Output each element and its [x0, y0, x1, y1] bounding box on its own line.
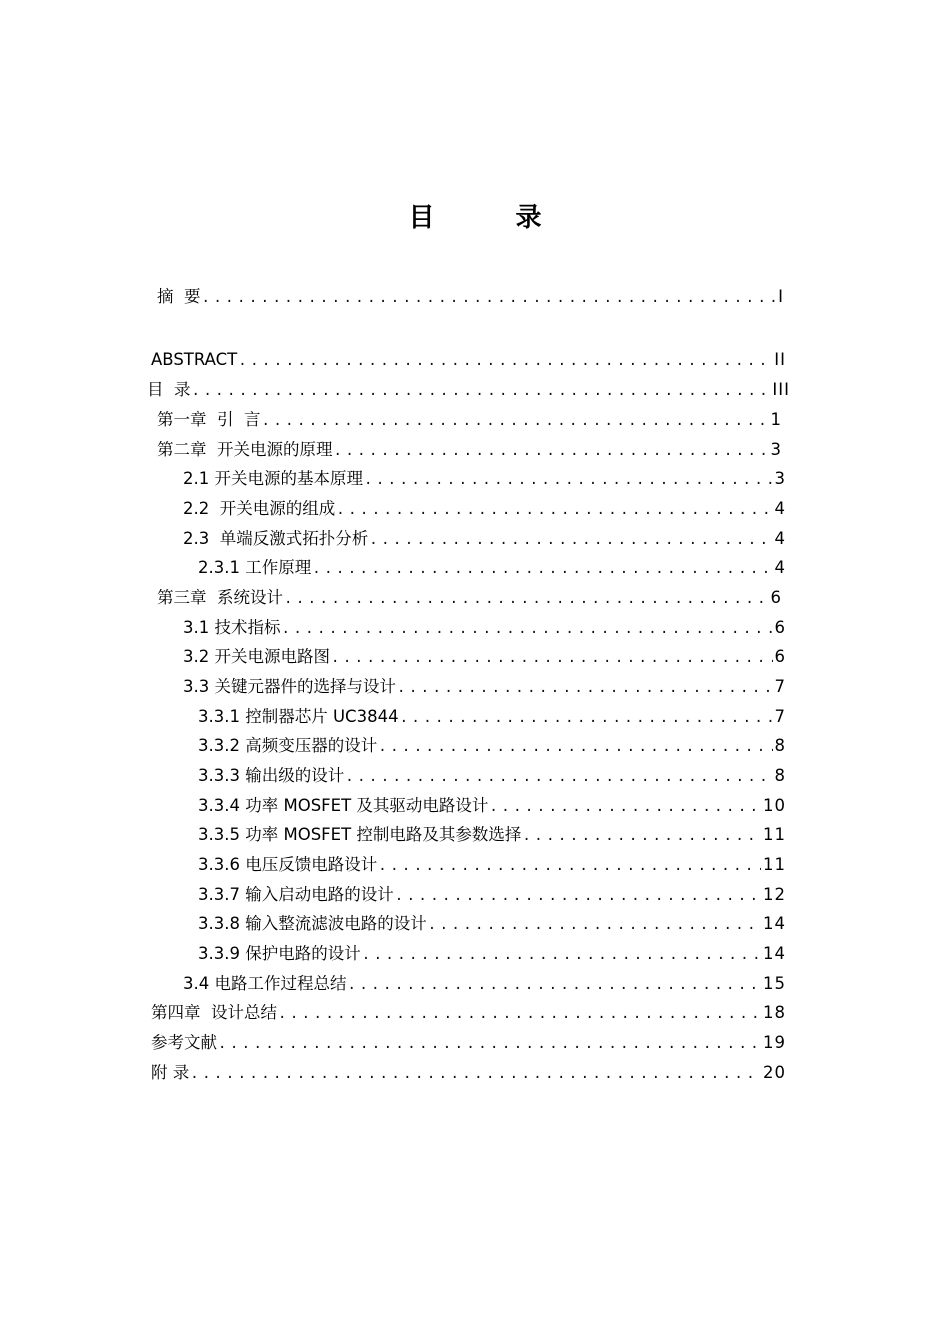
toc-entry-label: 3.3.5 功率 MOSFET 控制电路及其参数选择: [198, 825, 522, 844]
toc-entry-3-2[interactable]: [183, 645, 786, 669]
toc-entry-page: 14: [763, 914, 786, 933]
toc-entry-label: 3.3 关键元器件的选择与设计: [183, 677, 396, 696]
dot-leader: [362, 943, 761, 967]
dot-leader: [261, 409, 768, 433]
toc-entry-3-3-1[interactable]: [198, 705, 786, 729]
toc-entry-label: 3.3.4 功率 MOSFET 及其驱动电路设计: [198, 796, 489, 815]
toc-entry-page: 11: [763, 855, 786, 874]
dot-leader: [522, 824, 761, 848]
toc-entry-page: 12: [763, 885, 786, 904]
toc-entry-2-1[interactable]: [183, 467, 786, 491]
toc-entry-chapter-1[interactable]: [157, 408, 782, 432]
toc-entry-page: II: [774, 350, 786, 369]
toc-entry-label: 第二章 开关电源的原理: [157, 440, 333, 459]
toc-entry-label: 第四章 设计总结: [151, 1003, 277, 1022]
toc-entry-label: 目 录: [147, 380, 191, 399]
dot-leader: [378, 854, 761, 878]
toc-entry-page: 7: [774, 707, 786, 726]
dot-leader: [364, 468, 773, 492]
toc-entry-label: 2.1 开关电源的基本原理: [183, 469, 363, 488]
toc-entry-page: 1: [770, 410, 782, 429]
dot-leader: [312, 557, 772, 581]
dot-leader: [428, 913, 761, 937]
toc-entry-page: 6: [770, 588, 782, 607]
toc-entry-3-3[interactable]: [183, 675, 786, 699]
toc-entry-abstract-en[interactable]: [151, 348, 786, 372]
toc-entry-chapter-2[interactable]: [157, 438, 782, 462]
toc-entry-page: 20: [763, 1063, 786, 1082]
dot-leader: [345, 765, 772, 789]
toc-entry-page: 4: [774, 529, 786, 548]
toc-entry-page: 4: [774, 558, 786, 577]
toc-entry-label: 参考文献: [151, 1033, 217, 1052]
toc-entry-label: 第一章 引 言: [157, 410, 261, 429]
dot-leader: [284, 587, 769, 611]
toc-entry-label: 2.3.1 工作原理: [198, 558, 312, 577]
dot-leader: [378, 735, 772, 759]
toc-entry-chapter-3[interactable]: [157, 586, 782, 610]
toc-entry-label: 2.3 单端反激式拓扑分析: [183, 529, 369, 548]
toc-entry-page: 18: [763, 1003, 786, 1022]
toc-entry-label: 3.2 开关电源电路图: [183, 647, 330, 666]
toc-entry-3-3-5[interactable]: [198, 823, 786, 847]
dot-leader: [334, 439, 769, 463]
toc-entry-label: 3.1 技术指标: [183, 618, 281, 637]
toc-entry-label: 3.3.8 输入整流滤波电路的设计: [198, 914, 427, 933]
dot-leader: [192, 379, 771, 403]
dot-leader: [397, 676, 773, 700]
toc-entry-3-3-7[interactable]: [198, 883, 786, 907]
toc-entry-label: 附 录: [151, 1063, 190, 1082]
dot-leader: [369, 528, 772, 552]
dot-leader: [336, 498, 772, 522]
toc-entry-page: I: [778, 287, 784, 306]
dot-leader: [348, 973, 762, 997]
dot-leader: [400, 706, 773, 730]
toc-entry-page: 8: [774, 766, 786, 785]
toc-entry-page: 3: [774, 469, 786, 488]
toc-entry-page: 8: [774, 736, 786, 755]
toc-entry-label: 摘 要: [157, 287, 201, 306]
toc-entry-label: 3.3.7 输入启动电路的设计: [198, 885, 394, 904]
toc-entry-page: 3: [770, 440, 782, 459]
toc-entry-label: 3.3.2 高频变压器的设计: [198, 736, 378, 755]
toc-entry-abstract-cn[interactable]: [157, 285, 784, 309]
toc-entry-label: 2.2 开关电源的组成: [183, 499, 336, 518]
page-title: 目 录: [408, 203, 578, 233]
toc-entry-2-3[interactable]: [183, 527, 786, 551]
toc-entry-label: ABSTRACT: [151, 350, 238, 369]
dot-leader: [202, 286, 777, 310]
toc-entry-label: 3.3.9 保护电路的设计: [198, 944, 361, 963]
dot-leader: [218, 1032, 761, 1056]
toc-entry-label: 3.3.3 输出级的设计: [198, 766, 345, 785]
toc-entry-page: 7: [774, 677, 786, 696]
toc-entry-page: 6: [774, 618, 786, 637]
toc-entry-page: 15: [763, 974, 786, 993]
toc-entry-3-4[interactable]: [183, 972, 786, 996]
dot-leader: [278, 1002, 761, 1026]
toc-entry-2-2[interactable]: [183, 497, 786, 521]
toc-entry-3-3-3[interactable]: [198, 764, 786, 788]
toc-entry-appendix[interactable]: [151, 1061, 786, 1085]
dot-leader: [282, 617, 773, 641]
toc-entry-page: 11: [763, 825, 786, 844]
toc-entry-page: 19: [763, 1033, 786, 1052]
toc-entry-label: 3.3.6 电压反馈电路设计: [198, 855, 378, 874]
toc-entry-chapter-4[interactable]: [151, 1001, 786, 1025]
toc-entry-label: 3.4 电路工作过程总结: [183, 974, 347, 993]
toc-entry-page: 4: [774, 499, 786, 518]
dot-leader: [331, 646, 773, 670]
toc-entry-label: 3.3.1 控制器芯片 UC3844: [198, 707, 399, 726]
dot-leader: [395, 884, 761, 908]
toc-entry-3-3-9[interactable]: [198, 942, 786, 966]
toc-entry-page: 10: [763, 796, 786, 815]
toc-entry-contents[interactable]: [147, 378, 790, 402]
toc-entry-references[interactable]: [151, 1031, 786, 1055]
dot-leader: [238, 349, 772, 373]
toc-entry-page: III: [772, 380, 790, 399]
toc-entry-2-3-1[interactable]: [198, 556, 786, 580]
dot-leader: [489, 795, 761, 819]
toc-entry-3-1[interactable]: [183, 616, 786, 640]
toc-entry-3-3-6[interactable]: [198, 853, 786, 877]
toc-entry-page: 14: [763, 944, 786, 963]
toc-entry-page: 6: [774, 647, 786, 666]
dot-leader: [190, 1062, 761, 1086]
toc-entry-3-3-8[interactable]: [198, 912, 786, 936]
toc-entry-label: 第三章 系统设计: [157, 588, 283, 607]
toc-entry-3-3-4[interactable]: [198, 794, 786, 818]
toc-entry-3-3-2[interactable]: [198, 734, 786, 758]
